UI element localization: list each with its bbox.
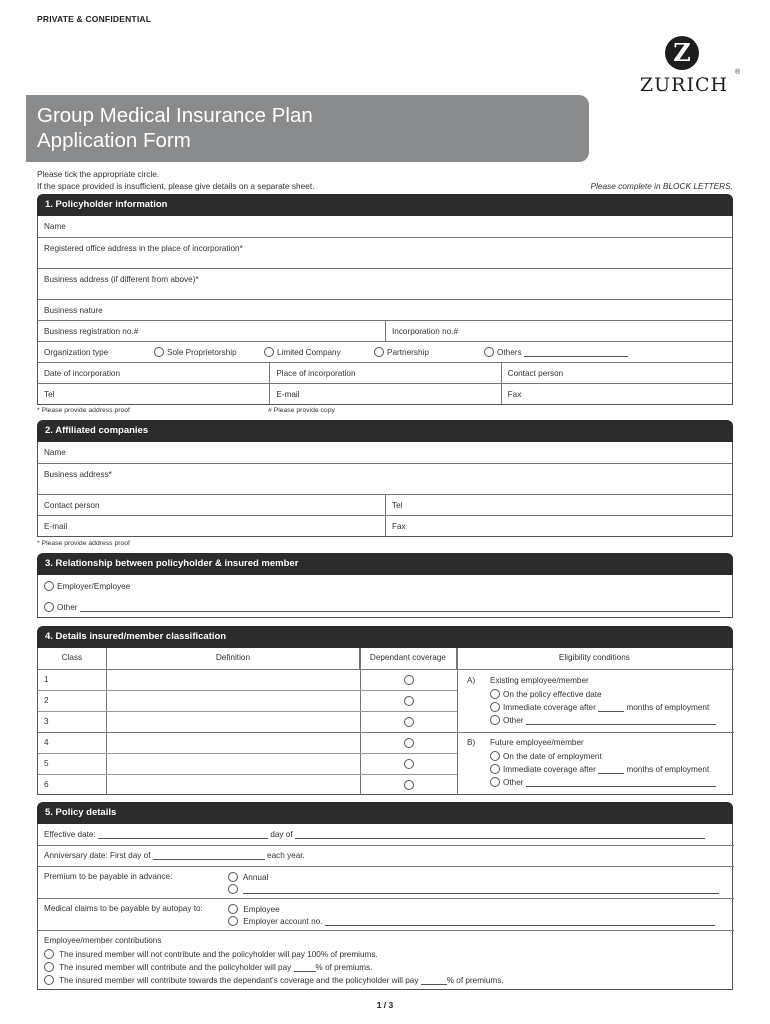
premium-annual-option[interactable]: Annual (228, 872, 268, 882)
tel-field[interactable]: Tel (44, 390, 55, 399)
radio-circle-icon[interactable] (484, 347, 494, 357)
anniversary-line[interactable] (153, 852, 265, 860)
radio-circle-icon[interactable] (490, 715, 500, 725)
name-label: Name (44, 222, 66, 231)
class-4: 4 (44, 738, 49, 747)
form-title (37, 103, 313, 153)
radio-circle-icon[interactable] (490, 689, 500, 699)
radio-circle-icon[interactable] (264, 347, 274, 357)
dependant-radio-6[interactable] (404, 780, 414, 790)
eligibility-b-opt1[interactable]: On the date of employment (490, 751, 602, 761)
claims-employee-option[interactable]: Employee (228, 904, 280, 914)
copy-note: # Please provide copy (268, 407, 335, 414)
eligibility-b-opt2[interactable]: Immediate coverage after months of employment (490, 764, 709, 774)
eligibility-b-opt3[interactable]: Other (490, 777, 716, 787)
name-field[interactable] (38, 216, 732, 237)
business-address-field[interactable] (38, 268, 732, 299)
radio-circle-icon[interactable] (490, 764, 500, 774)
class-3: 3 (44, 717, 49, 726)
anniversary-row: Anniversary date: First day of each year. (44, 851, 305, 860)
effective-date-line[interactable] (98, 831, 268, 839)
eligibility-a-opt3[interactable]: Other (490, 715, 716, 725)
affiliated-fax-field[interactable]: Fax (385, 516, 732, 536)
org-option-others[interactable]: Others (484, 347, 628, 357)
affiliated-contact-field[interactable]: Contact person (44, 501, 100, 510)
radio-circle-icon[interactable] (44, 975, 54, 985)
business-address-label: Business address (if different from above)* (44, 275, 199, 284)
radio-circle-icon[interactable] (44, 949, 54, 959)
class-5: 5 (44, 759, 49, 768)
effective-date-row: Effective date: day of (44, 830, 705, 839)
section-3-title: 3. Relationship between policyholder & insured member (37, 553, 733, 575)
header-definition: Definition (106, 648, 359, 669)
registered-address-field[interactable] (38, 237, 732, 268)
form-title-line2: Application Form (37, 129, 191, 152)
section-4-title: 4. Details insured/member classification (37, 626, 733, 648)
contribution-option-2[interactable]: The insured member will contribute and the policyholder will pay % of premiums. (44, 962, 372, 972)
contact-person-field[interactable]: Contact person (501, 363, 732, 383)
relationship-other-line[interactable] (80, 604, 720, 612)
incorporation-no-field[interactable] (385, 321, 732, 341)
header-class: Class (61, 653, 83, 662)
claims-employer-option[interactable]: Employer account no. (228, 916, 715, 926)
contributions-title: Employee/member contributions (44, 936, 162, 945)
section-affiliated (37, 420, 733, 537)
registered-mark: ® (735, 69, 741, 76)
class-2: 2 (44, 696, 49, 705)
place-incorporation-field[interactable]: Place of incorporation (269, 363, 500, 383)
class-1: 1 (44, 675, 49, 684)
section-5-title: 5. Policy details (37, 802, 733, 824)
registered-address-label: Registered office address in the place of incorporation* (44, 244, 243, 253)
radio-circle-icon[interactable] (44, 581, 54, 591)
eligibility-a-opt1[interactable]: On the policy effective date (490, 689, 602, 699)
address-proof-note: * Please provide address proof (37, 407, 130, 414)
radio-circle-icon[interactable] (374, 347, 384, 357)
dependant-radio-2[interactable] (404, 696, 414, 706)
instruction-line2: If the space provided is insufficient, please give details on a separate sheet. (37, 180, 315, 191)
claims-label: Medical claims to be payable by autopay to: (44, 904, 203, 913)
section-1-title: 1. Policyholder information (37, 194, 733, 216)
section-policy-details (37, 802, 733, 990)
effective-month-line[interactable] (295, 831, 705, 839)
email-field[interactable]: E-mail (269, 384, 500, 404)
title-banner (26, 95, 589, 162)
logo-z-letter: Z (673, 38, 691, 67)
org-option-limited[interactable]: Limited Company (264, 347, 341, 357)
header-dependant: Dependant coverage (359, 648, 456, 669)
dependant-radio-3[interactable] (404, 717, 414, 727)
contribution-option-3[interactable]: The insured member will contribute towards the dependant's coverage and the policyholder will pay % of premiums. (44, 975, 504, 985)
affiliated-tel-field[interactable]: Tel (385, 495, 732, 515)
eligibility-a-title: Existing employee/member (490, 676, 589, 685)
radio-circle-icon[interactable] (228, 916, 238, 926)
confidential-label: PRIVATE & CONFIDENTIAL (37, 14, 152, 24)
date-incorporation-field[interactable]: Date of incorporation (44, 369, 121, 378)
relationship-employer-option[interactable]: Employer/Employee (38, 575, 732, 596)
eligibility-a-label: A) (467, 676, 476, 685)
organization-type-label: Organization type (44, 348, 109, 357)
radio-circle-icon[interactable] (490, 777, 500, 787)
radio-circle-icon[interactable] (44, 962, 54, 972)
class-6: 6 (44, 780, 49, 789)
relationship-other-option[interactable]: Other (38, 596, 732, 617)
dependant-radio-5[interactable] (404, 759, 414, 769)
section-policyholder (37, 194, 733, 405)
affiliated-address-field[interactable]: Business address* (38, 463, 732, 494)
radio-circle-icon[interactable] (44, 602, 54, 612)
org-option-partnership[interactable]: Partnership (374, 347, 429, 357)
others-line[interactable] (524, 349, 628, 357)
eligibility-b-title: Future employee/member (490, 738, 584, 747)
eligibility-b-label: B) (467, 738, 476, 747)
incorporation-no-label: Incorporation no.# (392, 327, 458, 336)
zurich-logo (634, 34, 744, 98)
business-nature-field[interactable] (38, 299, 732, 320)
radio-circle-icon[interactable] (490, 702, 500, 712)
business-registration-label: Business registration no.# (44, 327, 139, 336)
instruction-line1: Please tick the appropriate circle. (37, 169, 160, 179)
eligibility-a-opt2[interactable]: Immediate coverage after months of employment (490, 702, 709, 712)
organization-type-row (38, 341, 732, 362)
section-2-title: 2. Affiliated companies (37, 420, 733, 442)
fax-field[interactable]: Fax (501, 384, 732, 404)
premium-label: Premium to be payable in advance: (44, 872, 173, 881)
classification-table-header (38, 648, 732, 669)
business-registration-field[interactable] (38, 321, 385, 341)
org-option-sole[interactable]: Sole Proprietorship (154, 347, 237, 357)
form-title-line1: Group Medical Insurance Plan (37, 104, 313, 127)
premium-other-option[interactable] (228, 884, 719, 894)
business-nature-label: Business nature (44, 306, 103, 315)
dependant-radio-1[interactable] (404, 675, 414, 685)
radio-circle-icon[interactable] (228, 884, 238, 894)
instructions (37, 169, 315, 192)
affiliated-name-field[interactable]: Name (44, 448, 66, 457)
radio-circle-icon[interactable] (490, 751, 500, 761)
radio-circle-icon[interactable] (228, 872, 238, 882)
section-relationship (37, 553, 733, 618)
block-letters-note: Please complete in BLOCK LETTERS. (590, 181, 733, 191)
contribution-option-1[interactable]: The insured member will not contribute and the policyholder will pay 100% of premiums. (44, 949, 378, 959)
logo-wordmark: ZURICH (639, 74, 729, 96)
affiliated-address-proof-note: * Please provide address proof (37, 540, 130, 547)
page-number: 1 / 3 (376, 1000, 394, 1010)
affiliated-email-field[interactable]: E-mail (44, 522, 68, 531)
radio-circle-icon[interactable] (228, 904, 238, 914)
section-classification (37, 626, 733, 795)
dependant-radio-4[interactable] (404, 738, 414, 748)
header-eligibility: Eligibility conditions (456, 648, 732, 669)
radio-circle-icon[interactable] (154, 347, 164, 357)
